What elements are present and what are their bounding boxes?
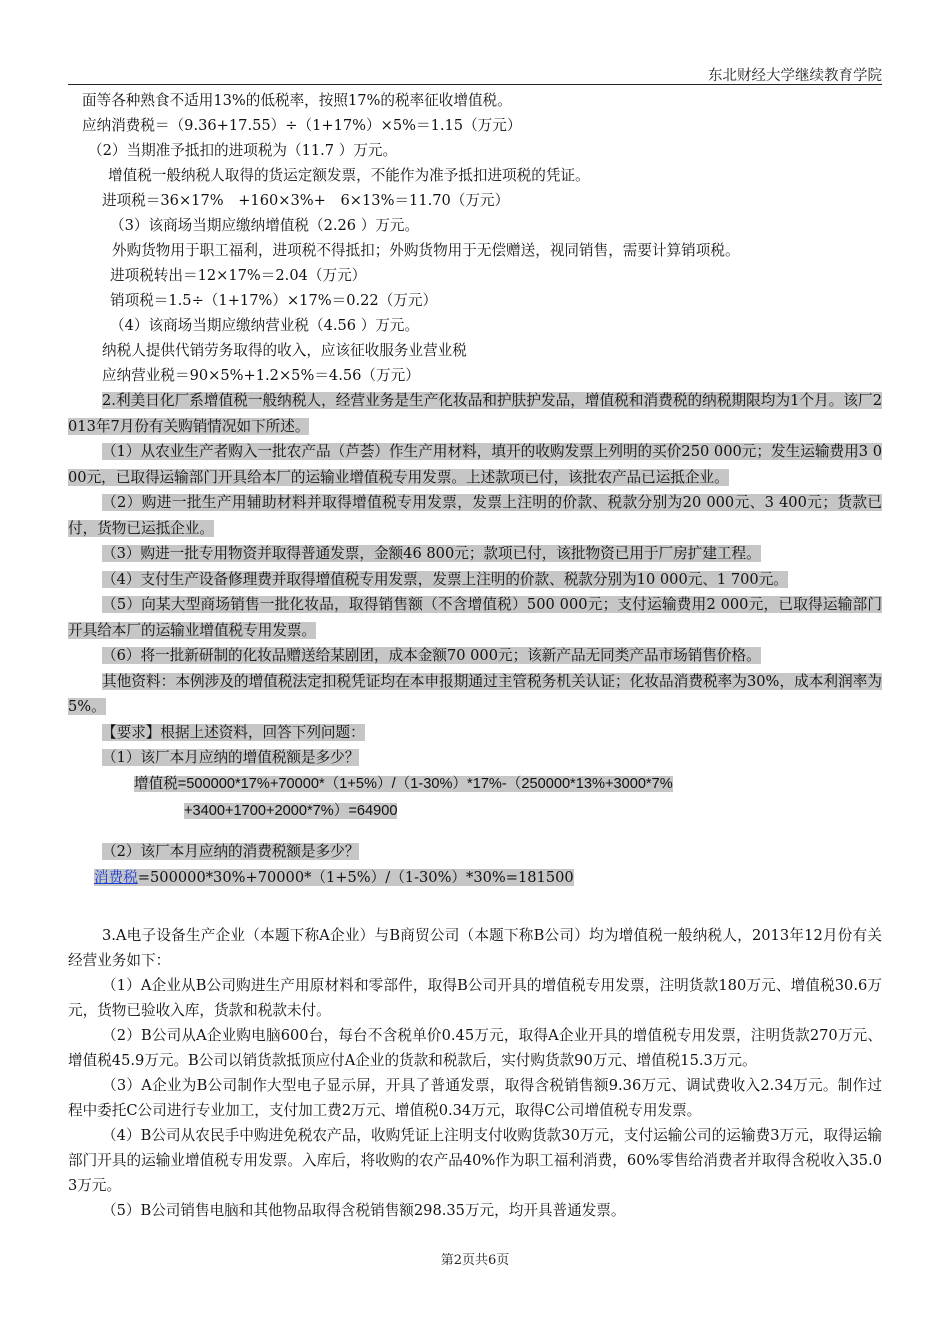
q2-intro: 2.利美日化厂系增值税一般纳税人，经营业务是生产化妆品和护肤护发品，增值税和消费税的纳税期限均为1个月。该厂2013年7月份有关购销情况如下所述。 bbox=[68, 392, 882, 435]
consumption-tax-link[interactable]: 消费税 bbox=[94, 869, 138, 886]
q2-sub1-question: （1）该厂本月应纳的增值税额是多少？ bbox=[102, 749, 360, 766]
q2-sub2-question: （2）该厂本月应纳的消费税额是多少？ bbox=[102, 842, 360, 860]
q2-item: （4）支付生产设备修理费并取得增值税专用发票，发票上注明的价款、税款分别为10 000元、1 700元。 bbox=[102, 570, 788, 588]
q3-item: （5）B公司销售电脑和其他物品取得含税销售额298.35万元，均开具普通发票。 bbox=[102, 1202, 626, 1219]
q3-item: （2）B公司从A企业购电脑600台，每台不含税单价0.45万元，取得A企业开具的增值税专用发票，注明货款270万元、增值税45.9万元。B公司以销货款抵顶应付A企业的货款和税款后，实付购货款90万元、增值税15.3万元。 bbox=[68, 1027, 882, 1069]
q2-sub1-answer-line2: +3400+1700+2000*7%）=64900 bbox=[184, 802, 398, 819]
q2-item: （3）购进一批专用物资并取得普通发票，金额46 800元；款项已付，该批物资已用于厂房扩建工程。 bbox=[102, 545, 761, 562]
text-line: 进项税转出＝12×17%＝2.04（万元） bbox=[110, 267, 367, 284]
q2-item: （1）从农业生产者购入一批农产品（芦荟）作生产用材料，填开的收购发票上列明的买价250 000元；发生运输费用3 000元，已取得运输部门开具给本厂的运输业增值税专用发票。上述款项已付，该批农产品已运抵企业。 bbox=[68, 443, 882, 486]
text-line: 增值税一般纳税人取得的货运定额发票，不能作为准予抵扣进项税的凭证。 bbox=[108, 167, 590, 184]
page-number: 第2页共6页 bbox=[440, 1253, 510, 1268]
text-line: （3）该商场当期应缴纳增值税（2.26 ）万元。 bbox=[110, 217, 420, 234]
q2-item: （6）将一批新研制的化妆品赠送给某剧团，成本金额70 000元；该新产品无同类产品市场销售价格。 bbox=[102, 647, 761, 664]
text-line: 应纳营业税＝90×5%+1.2×5%＝4.56（万元） bbox=[102, 367, 420, 384]
q2-item: （5）向某大型商场销售一批化妆品，取得销售额（不含增值税）500 000元；支付运输费用2 000元，已取得运输部门开具给本厂的运输业增值税专用发票。 bbox=[68, 596, 882, 639]
text-line: （2）当期准予抵扣的进项税为（11.7 ）万元。 bbox=[88, 142, 398, 159]
q3-item: （1）A企业从B公司购进生产用原材料和零部件，取得B公司开具的增值税专用发票，注明货款180万元、增值税30.6万元，货物已验收入库，货款和税款未付。 bbox=[68, 977, 882, 1019]
text-line: （4）该商场当期应缴纳营业税（4.56 ）万元。 bbox=[110, 317, 420, 334]
text-line: 应纳消费税＝（9.36+17.55）÷（1+17%）×5%＝1.15（万元） bbox=[82, 117, 522, 134]
q2-sub2-answer: 消费税=500000*30%+70000*（1+5%）/（1-30%）*30%=181500 bbox=[94, 869, 574, 886]
q3-item: （4）B公司从农民手中购进免税农产品，收购凭证上注明支付收购货款30万元，支付运输公司的运输费3万元，取得运输部门开具的运输业增值税专用发票。入库后，将收购的农产品40%作为职工福利消费，60%零售给消费者并取得含税收入35.03万元。 bbox=[68, 1127, 882, 1194]
text-line: 面等各种熟食不适用13%的低税率，按照17%的税率征收增值税。 bbox=[82, 92, 512, 109]
text-line: 外购货物用于职工福利，进项税不得抵扣；外购货物用于无偿赠送，视同销售，需要计算销项税。 bbox=[112, 242, 740, 259]
header-institution: 东北财经大学继续教育学院 bbox=[708, 68, 882, 84]
document-body bbox=[68, 88, 882, 1223]
q3-item: （3）A企业为B公司制作大型电子显示屏，开具了普通发票，取得含税销售额9.36万元、调试费收入2.34万元。制作过程中委托C公司进行专业加工，支付加工费2万元、增值税0.34万元，取得C公司增值税专用发票。 bbox=[68, 1077, 882, 1119]
q2-item: （2）购进一批生产用辅助材料并取得增值税专用发票，发票上注明的价款、税款分别为20 000元、3 400元；货款已付，货物已运抵企业。 bbox=[68, 494, 882, 537]
page-header bbox=[68, 62, 882, 85]
text-line: 纳税人提供代销劳务取得的收入，应该征收服务业营业税 bbox=[102, 342, 467, 359]
q2-other-info: 其他资料：本例涉及的增值税法定扣税凭证均在本申报期通过主管税务机关认证；化妆品消费税率为30%，成本利润率为5%。 bbox=[68, 672, 882, 715]
spacer bbox=[68, 891, 882, 923]
q2-sub1-answer-line1: 增值税=500000*17%+70000*（1+5%）/（1-30%）*17%-（250000*13%+3000*7% bbox=[134, 775, 673, 792]
text-line: 进项税＝36×17% +160×3%+ 6×13%＝11.70（万元） bbox=[102, 192, 510, 209]
text-line: 销项税＝1.5÷（1+17%）×17%＝0.22（万元） bbox=[110, 292, 438, 309]
q2-requirement: 【要求】根据上述资料，回答下列问题： bbox=[102, 723, 365, 741]
q3-intro: 3.A电子设备生产企业（本题下称A企业）与B商贸公司（本题下称B公司）均为增值税一般纳税人，2013年12月份有关经营业务如下： bbox=[68, 927, 882, 969]
